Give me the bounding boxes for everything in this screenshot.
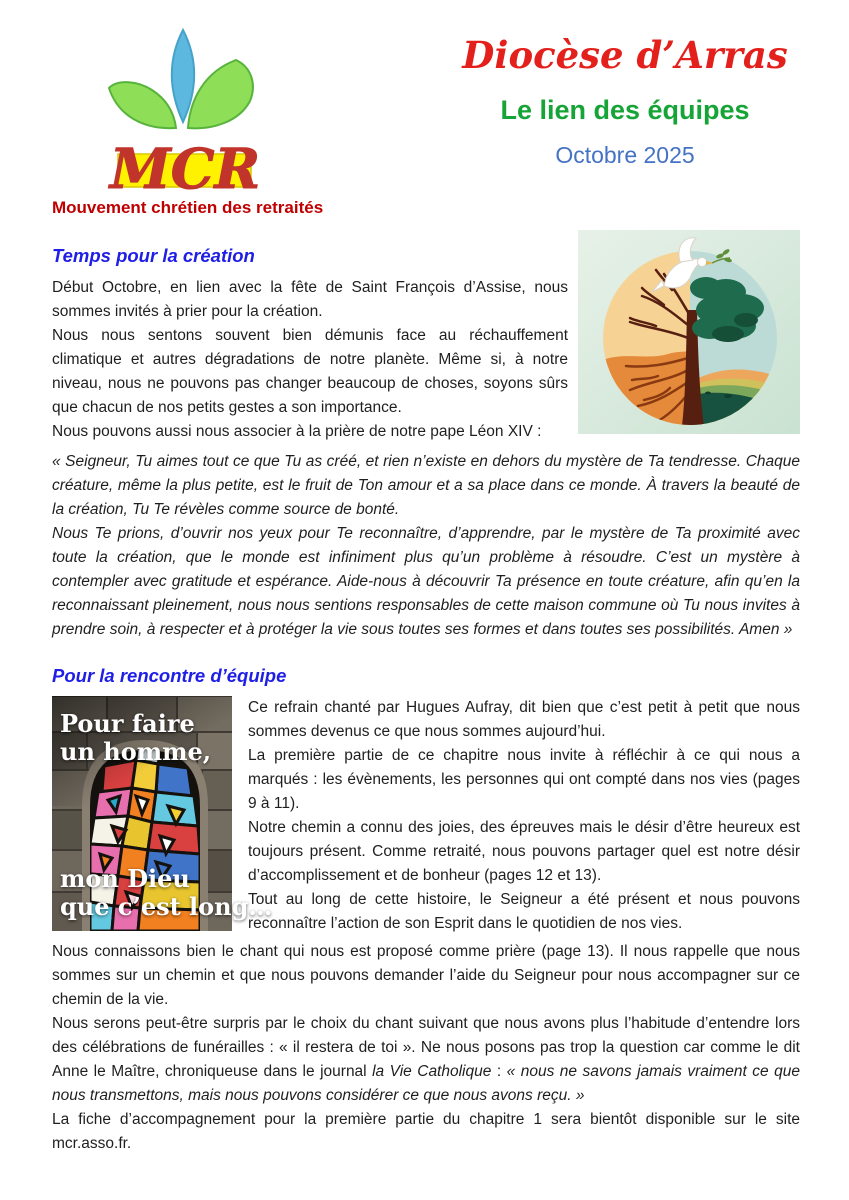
section-rencontre [52, 664, 800, 1156]
mcr-logo-icon [96, 24, 272, 194]
mcr-tagline: Mouvement chrétien des retraités [52, 198, 324, 217]
creation-text-column [52, 276, 568, 444]
rencontre-text-column [248, 696, 800, 936]
newsletter-subtitle: Le lien des équipes [500, 95, 750, 125]
stained-glass-photo [52, 696, 273, 931]
glass-caption-line1: Pour faire [60, 709, 195, 738]
content [52, 244, 800, 1156]
rencontre-para6 [52, 1012, 800, 1108]
creation-illustration [578, 230, 800, 434]
mcr-logo-text: MCR [109, 136, 261, 194]
pope-prayer-quote [52, 450, 800, 642]
issue-date: Octobre 2025 [555, 142, 695, 168]
glass-caption-line3: mon Dieu [60, 864, 190, 893]
prayer-quote-part2: Nous Te prions, d’ouvrir nos yeux pour Te reconnaître, d’apprendre, par le mystère de Ta proximité avec toute la création, que le monde est infiniment plus qu’un problème à résoudre. C’est un mystère à contempler avec gratitude et espérance. Aide-nous à découvrir Ta présence en toute créature, afin qu’en la reconnaissant pleinement, nous nous sentions responsables de cette maison commune où Tu nous invites à prendre soin, à respecter et à protéger la vie sous toutes ses formes et dans toutes ses possibilités. Amen » [52, 525, 800, 638]
masthead [440, 32, 810, 169]
glass-caption-line4: que c’est long… [60, 892, 273, 921]
para6-quote: « nous ne savons jamais vraiment ce que nous transmettons, mais nous pouvons considérer ce que nous avons reçu. » [52, 1063, 800, 1104]
glass-caption-top [60, 710, 211, 766]
creation-para3: Nous pouvons aussi nous associer à la prière de notre pape Léon XIV : [52, 423, 542, 440]
section-creation-heading: Temps pour la création [52, 245, 255, 266]
diocese-title: Diocèse d’Arras [462, 33, 788, 77]
rencontre-bottom-block [52, 940, 800, 1156]
creation-para2: Nous nous sentons souvent bien démunis face au réchauffement climatique et autres dégradations de notre planète. Même si, à notre niveau, nous ne pouvons pas changer beaucoup de choses, soyons sûrs que chacun de nos petits gestes a son importance. [52, 327, 568, 416]
para6-journal-name: la Vie Catholique [372, 1063, 492, 1080]
glass-caption-bottom [60, 865, 272, 921]
glass-caption-line2: un homme, [60, 737, 212, 766]
para6-normal2: : [491, 1063, 507, 1080]
creation-para1: Début Octobre, en lien avec la fête de Saint François d’Assise, nous sommes invités à prier pour la création. [52, 279, 568, 320]
rencontre-para5: Nous connaissons bien le chant qui nous est proposé comme prière (page 13). Il nous rappelle que nous sommes sur un chemin et que nous pouvons demander l’aide du Seigneur pour nous accompagner sur ce chemin de la vie. [52, 943, 800, 1008]
creation-circle-icon [578, 230, 800, 434]
section-rencontre-heading: Pour la rencontre d’équipe [52, 665, 287, 686]
prayer-quote-part1: « Seigneur, Tu aimes tout ce que Tu as créé, et rien n’existe en dehors du mystère de Ta tendresse. Chaque créature, même la plus petite, est le fruit de Ton amour et a sa place dans ce monde. À travers la beauté de la création, Tu Te révèles comme source de bonté. [52, 453, 800, 518]
rencontre-para4: Tout au long de cette histoire, le Seigneur a été présent et nous pouvons reconnaître l’action de son Esprit dans le quotidien de nos vies. [248, 891, 800, 932]
rencontre-para1: Ce refrain chanté par Hugues Aufray, dit bien que c’est petit à petit que nous sommes devenus ce que nous sommes aujourd’hui. [248, 699, 800, 740]
mcr-logo [96, 24, 272, 199]
para6-normal1: Nous serons peut-être surpris par le choix du chant suivant que nous avons plus l’habitude d’entendre lors des célébrations de funérailles : « il restera de toi ». Ne nous posons pas trop la question car comme le dit Anne le Maître, chroniqueuse dans le journal [52, 1015, 800, 1080]
rencontre-para3: Notre chemin a connu des joies, des épreuves mais le désir d’être heureux est toujours présent. Comme retraité, nous pouvons partager quel est notre désir d’accomplissement et de bonheur (pages 12 et 13). [248, 819, 800, 884]
rencontre-para7: La fiche d’accompagnement pour la première partie du chapitre 1 sera bientôt disponible sur le site mcr.asso.fr. [52, 1111, 800, 1152]
rencontre-para2: La première partie de ce chapitre nous invite à réfléchir à ce qui nous a marqués : les évènements, les personnes qui ont compté dans nos vies (pages 9 à 11). [248, 747, 800, 812]
